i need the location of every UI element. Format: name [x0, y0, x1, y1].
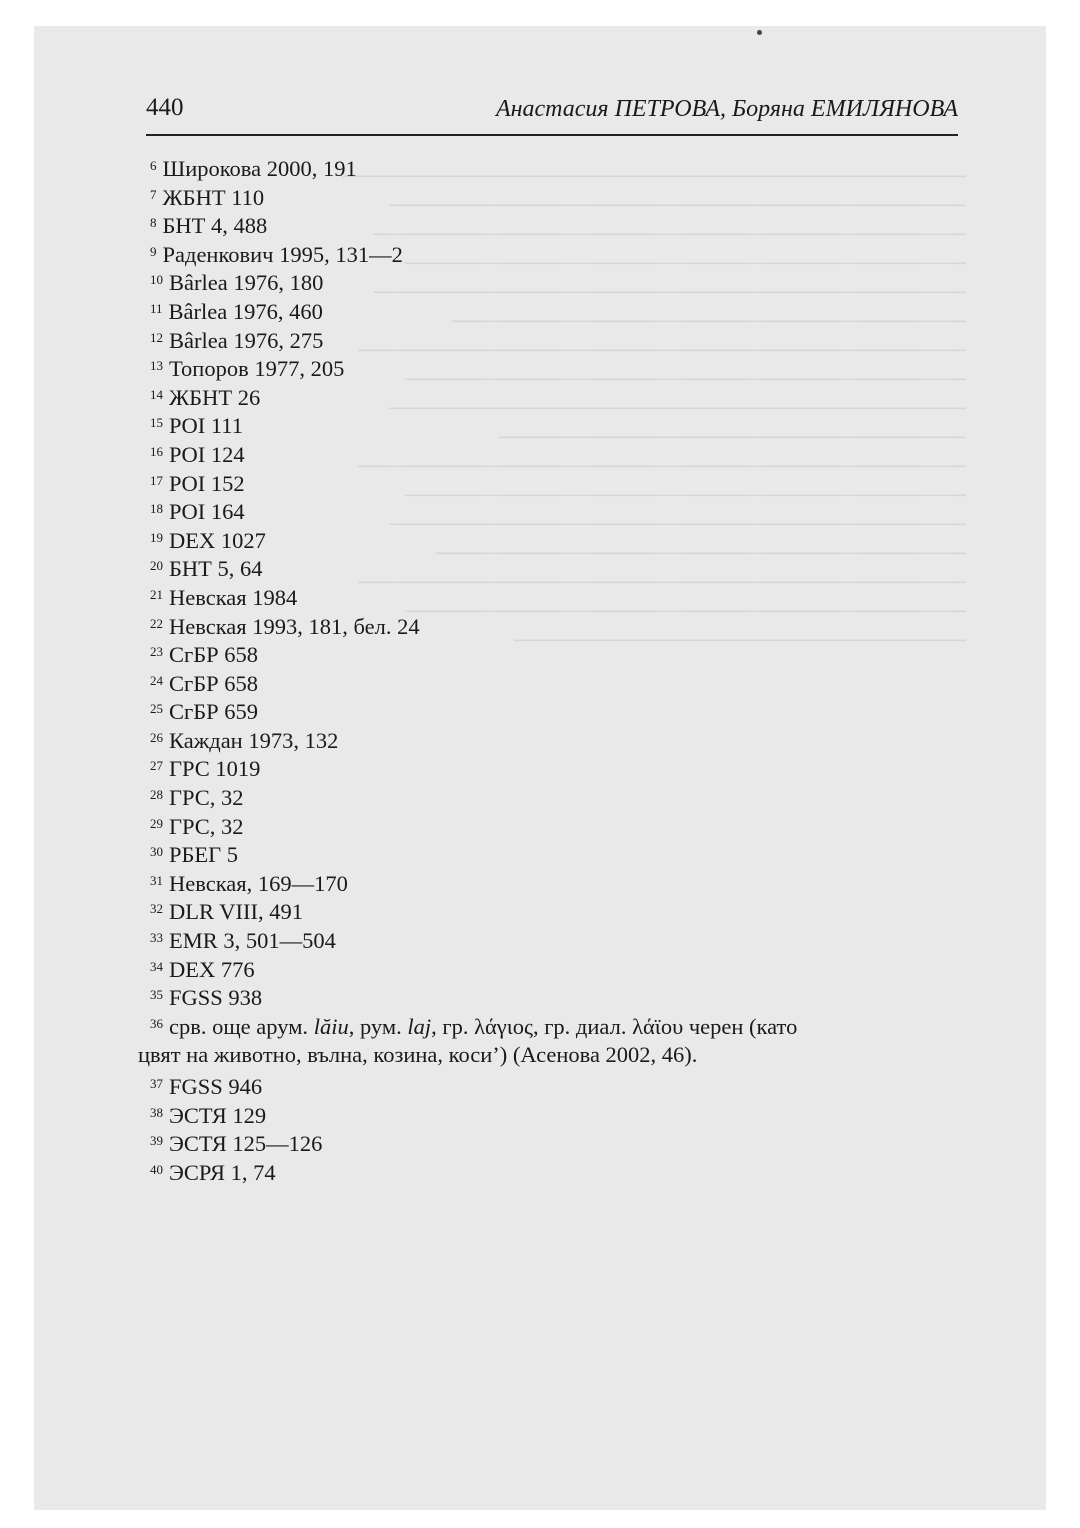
note-29: $^{29}$ ГРС, 32 [150, 813, 244, 839]
page-number: 440 [146, 94, 184, 121]
note-10: $^{10}$ Bârlea 1976, 180 [150, 270, 324, 296]
note-36: $^{36}$ срв. още арум. lăiu, рум. laj, гр. λάγιος, гр. диал. λάϊου черен (като цвят на животно, вълна, козина, коси’) (Асенова 2002, 46). [138, 1013, 798, 1068]
page [34, 26, 1046, 1510]
note-39: $^{39}$ ЭСТЯ 125—126 [150, 1131, 323, 1157]
note-19: $^{19}$ DEX 1027 [150, 527, 266, 553]
note-20: $^{20}$ БНТ 5, 64 [150, 556, 263, 582]
note-33: $^{33}$ EMR 3, 501—504 [150, 928, 336, 954]
note-30: $^{30}$ РБЕГ 5 [150, 842, 239, 868]
speck [757, 30, 762, 35]
note-7: $^7$ ЖБНТ 110 [150, 184, 265, 210]
note-15: $^{15}$ POI 111 [150, 413, 243, 439]
note-22: $^{22}$ Невская 1993, 181, бел. 24 [150, 613, 420, 639]
note-34: $^{34}$ DEX 776 [150, 956, 255, 982]
note-14: $^{14}$ ЖБНТ 26 [150, 384, 261, 410]
note-35: $^{35}$ FGSS 938 [150, 985, 263, 1011]
note-6: $^6$ Широкова 2000, 191 [150, 156, 357, 181]
note-37: $^{37}$ FGSS 946 [150, 1074, 263, 1099]
note-32: $^{32}$ DLR VIII, 491 [150, 899, 303, 925]
note-18: $^{18}$ POI 164 [150, 499, 245, 525]
note-16: $^{16}$ POI 124 [150, 441, 245, 467]
note-13: $^{13}$ Топоров 1977, 205 [150, 356, 345, 382]
bleed-through-texture: ──────────────────────────────────────── ───────────────────────────────────── ────────────────────────────────────── ──────────────────────────────────── ────────────────────────────────────── ───────────────────────────────── ─────────────────────────────────────── ──────────────────────────────────── ───────────────────────────────────── ────────────────────────────── ─────────────────────────────────────── ──────────────────────────────────── ───────────────────────────────────── ────────────────────────────────── ─────────────────────────────────────── ──────────────────────────────────── ───────────────────────────── [342, 163, 966, 652]
note-40: $^{40}$ ЭСРЯ 1, 74 [150, 1159, 276, 1185]
note-26: $^{26}$ Каждан 1973, 132 [150, 727, 339, 753]
note-38: $^{38}$ ЭСТЯ 129 [150, 1102, 267, 1128]
notes-list [138, 152, 968, 1184]
note-24: $^{24}$ СгБР 658 [150, 670, 259, 696]
note-8: $^8$ БНТ 4, 488 [150, 213, 268, 239]
note-12: $^{12}$ Bârlea 1976, 275 [150, 327, 324, 353]
note-21: $^{21}$ Невская 1984 [150, 584, 298, 610]
note-28: $^{28}$ ГРС, 32 [150, 785, 244, 811]
note-25: $^{25}$ СгБР 659 [150, 699, 259, 725]
note-27: $^{27}$ ГРС 1019 [150, 756, 261, 782]
running-title: Анастасия ПЕТРОВА, Боряна ЕМИЛЯНОВА [495, 96, 958, 122]
note-9: $^9$ Раденкович 1995, 131—2 [150, 241, 403, 267]
note-11: $^{11}$ Bârlea 1976, 460 [150, 298, 323, 324]
note-31: $^{31}$ Невская, 169—170 [150, 870, 348, 896]
page-header [146, 94, 958, 136]
note-23: $^{23}$ СгБР 658 [150, 642, 259, 668]
note-17: $^{17}$ POI 152 [150, 470, 245, 496]
